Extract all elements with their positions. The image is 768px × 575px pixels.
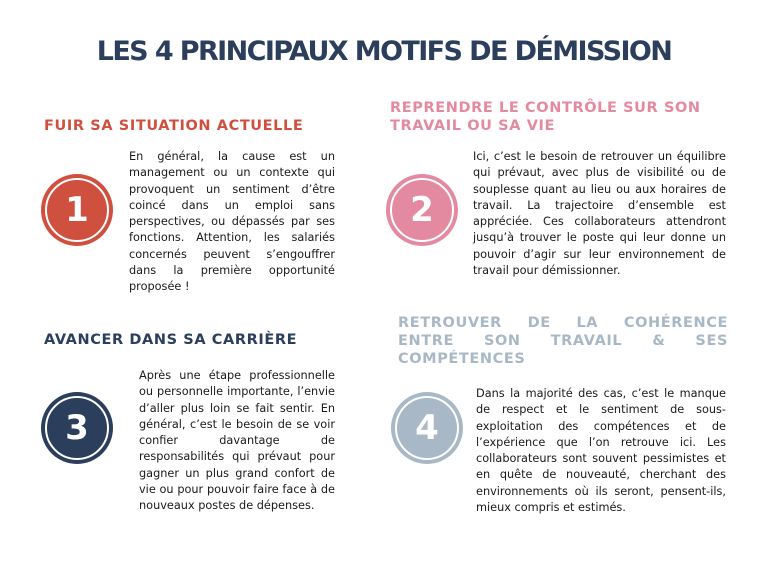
section-3-body: Après une étape professionnelle ou personnelle importante, l’envie d’aller plus loin se fait sentir. En général, c’est le besoin de se voir confier davantage de responsabilités qui prévaut pour gagner un plus grand confort de vie ou pour pouvoir faire face à de nouveaux postes de dépenses. (139, 369, 335, 513)
section-4-heading: RETROUVER DE LA COHÉRENCE ENTRE SON TRAVAIL & SES COMPÉTENCES (398, 315, 728, 367)
page-title: LES 4 PRINCIPAUX MOTIFS DE DÉMISSION (96, 36, 672, 67)
section-1-heading: FUIR SA SITUATION ACTUELLE (44, 118, 304, 134)
section-2-body: Ici, c’est le besoin de retrouver un équilibre qui prévaut, avec plus de visibilité ou de souplesse quant au lieu ou aux horaires de travail. La trajectoire d’ensemble est appréciée. Ces collaborateurs attendront jusqu’à trouver le poste qui leur donne un pouvoir d’agir sur leur environnement de travail pour démissionner. (473, 150, 726, 278)
section-1-number: 1 (65, 190, 89, 230)
section-4-number-badge (391, 392, 463, 464)
section-4-number: 4 (415, 408, 439, 448)
section-2-number-badge (386, 174, 458, 246)
section-4-body: Dans la majorité des cas, c’est le manque de respect et le sentiment de sous-exploitation des compétences et de l’expérience que l’on retrouve ici. Les collaborateurs sont souvent pessimistes et en quête de nouveauté, cherchant des environnements où ils seront, pensent-ils, mieux compris et estimés. (476, 387, 726, 515)
section-2-number: 2 (410, 190, 434, 230)
section-1-body: En général, la cause est un management ou un contexte qui provoquent un sentiment d’être coincé dans un emploi sans perspectives, ou dépassés par ses fonctions. Attention, les salariés concernés peuvent s’engouffrer dans la première opportunité proposée ! (129, 150, 335, 294)
section-1-number-badge (41, 174, 113, 246)
section-3-heading: AVANCER DANS SA CARRIÈRE (44, 332, 298, 348)
section-3-number-badge (41, 392, 113, 464)
section-3-number: 3 (65, 408, 89, 448)
section-2-heading: REPRENDRE LE CONTRÔLE SUR SON TRAVAIL OU SA VIE (390, 100, 701, 134)
